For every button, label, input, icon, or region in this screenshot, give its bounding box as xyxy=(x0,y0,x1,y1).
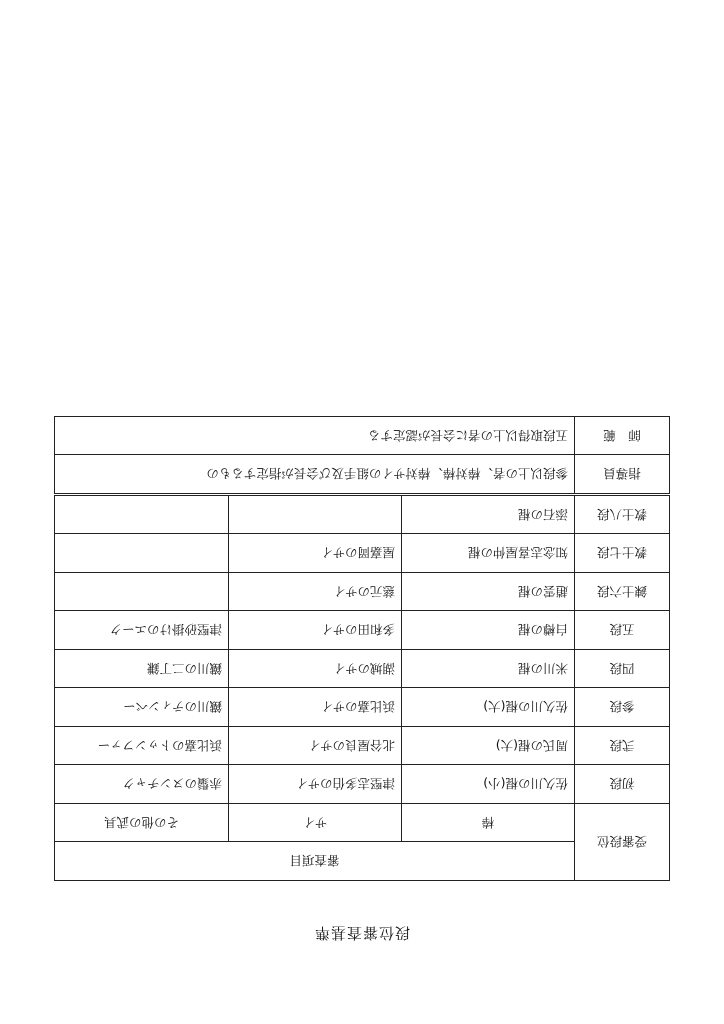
sai-kata-cell: 慈元のサイ xyxy=(229,573,402,612)
master-label: 師 範 xyxy=(575,417,670,456)
rank-cell: 初段 xyxy=(575,765,670,804)
sai-header: サイ xyxy=(229,804,402,843)
table-row xyxy=(54,611,669,650)
master-criteria: 五段取得以上の者に会長が認定する xyxy=(54,417,574,456)
grading-criteria-table xyxy=(54,416,670,881)
instructor-criteria: 参段以上の者、棒対棒、棒対サイの組手及び会長が指定するもの xyxy=(54,455,574,495)
other-kata-cell xyxy=(54,534,228,573)
table-row xyxy=(54,765,669,804)
rank-cell: 参段 xyxy=(575,688,670,727)
bo-header: 棒 xyxy=(402,804,575,843)
other-kata-cell: 浜比嘉のトゥンファー xyxy=(54,727,228,766)
instructor-label: 指導員 xyxy=(575,455,670,495)
other-kata-cell xyxy=(54,495,228,535)
bo-kata-cell: 佐久川の棍(大) xyxy=(402,688,575,727)
table-row xyxy=(54,534,669,573)
bo-kata-cell: 知念志喜屋仲の棍 xyxy=(402,534,575,573)
bo-kata-cell: 周氏の棍(大) xyxy=(402,727,575,766)
items-group-header: 審査項目 xyxy=(54,842,574,881)
bo-kata-cell: 佐久川の棍(小) xyxy=(402,765,575,804)
table-row xyxy=(54,573,669,612)
table-header-row xyxy=(54,842,669,881)
sai-kata-cell: 屋嘉岡のサイ xyxy=(229,534,402,573)
instructor-row xyxy=(54,455,669,495)
bo-kata-cell: 添石の棍 xyxy=(402,495,575,535)
bo-kata-cell: 趙雲の棍 xyxy=(402,573,575,612)
table-row xyxy=(54,650,669,689)
bo-kata-cell: 白樽の棍 xyxy=(402,611,575,650)
other-kata-cell: 赤鬚のヌンチャク xyxy=(54,765,228,804)
other-header: その他の武具 xyxy=(54,804,228,843)
sai-kata-cell: 湖城のサイ xyxy=(229,650,402,689)
rank-cell: 五段 xyxy=(575,611,670,650)
table-row xyxy=(54,688,669,727)
other-kata-cell xyxy=(54,573,228,612)
rank-cell: 教士七段 xyxy=(575,534,670,573)
document-title: 段位審査基準 xyxy=(314,924,411,942)
other-kata-cell: 鐵川のティンベー xyxy=(54,688,228,727)
sai-kata-cell: 浜比嘉のサイ xyxy=(229,688,402,727)
sai-kata-cell: 多和田のサイ xyxy=(229,611,402,650)
table-row xyxy=(54,495,669,535)
rank-cell: 四段 xyxy=(575,650,670,689)
sai-kata-cell xyxy=(229,495,402,535)
master-row xyxy=(54,417,669,456)
rank-header: 受審段位 xyxy=(575,804,670,881)
other-kata-cell: 鐵川の二丁鎌 xyxy=(54,650,228,689)
rank-cell: 弐段 xyxy=(575,727,670,766)
sai-kata-cell: 津堅志多伯のサイ xyxy=(229,765,402,804)
rank-cell: 教士八段 xyxy=(575,495,670,535)
sai-kata-cell: 北谷屋良のサイ xyxy=(229,727,402,766)
other-kata-cell: 津堅砂掛けのエーク xyxy=(54,611,228,650)
table-row xyxy=(54,727,669,766)
rank-cell: 錬士六段 xyxy=(575,573,670,612)
bo-kata-cell: 米川の棍 xyxy=(402,650,575,689)
